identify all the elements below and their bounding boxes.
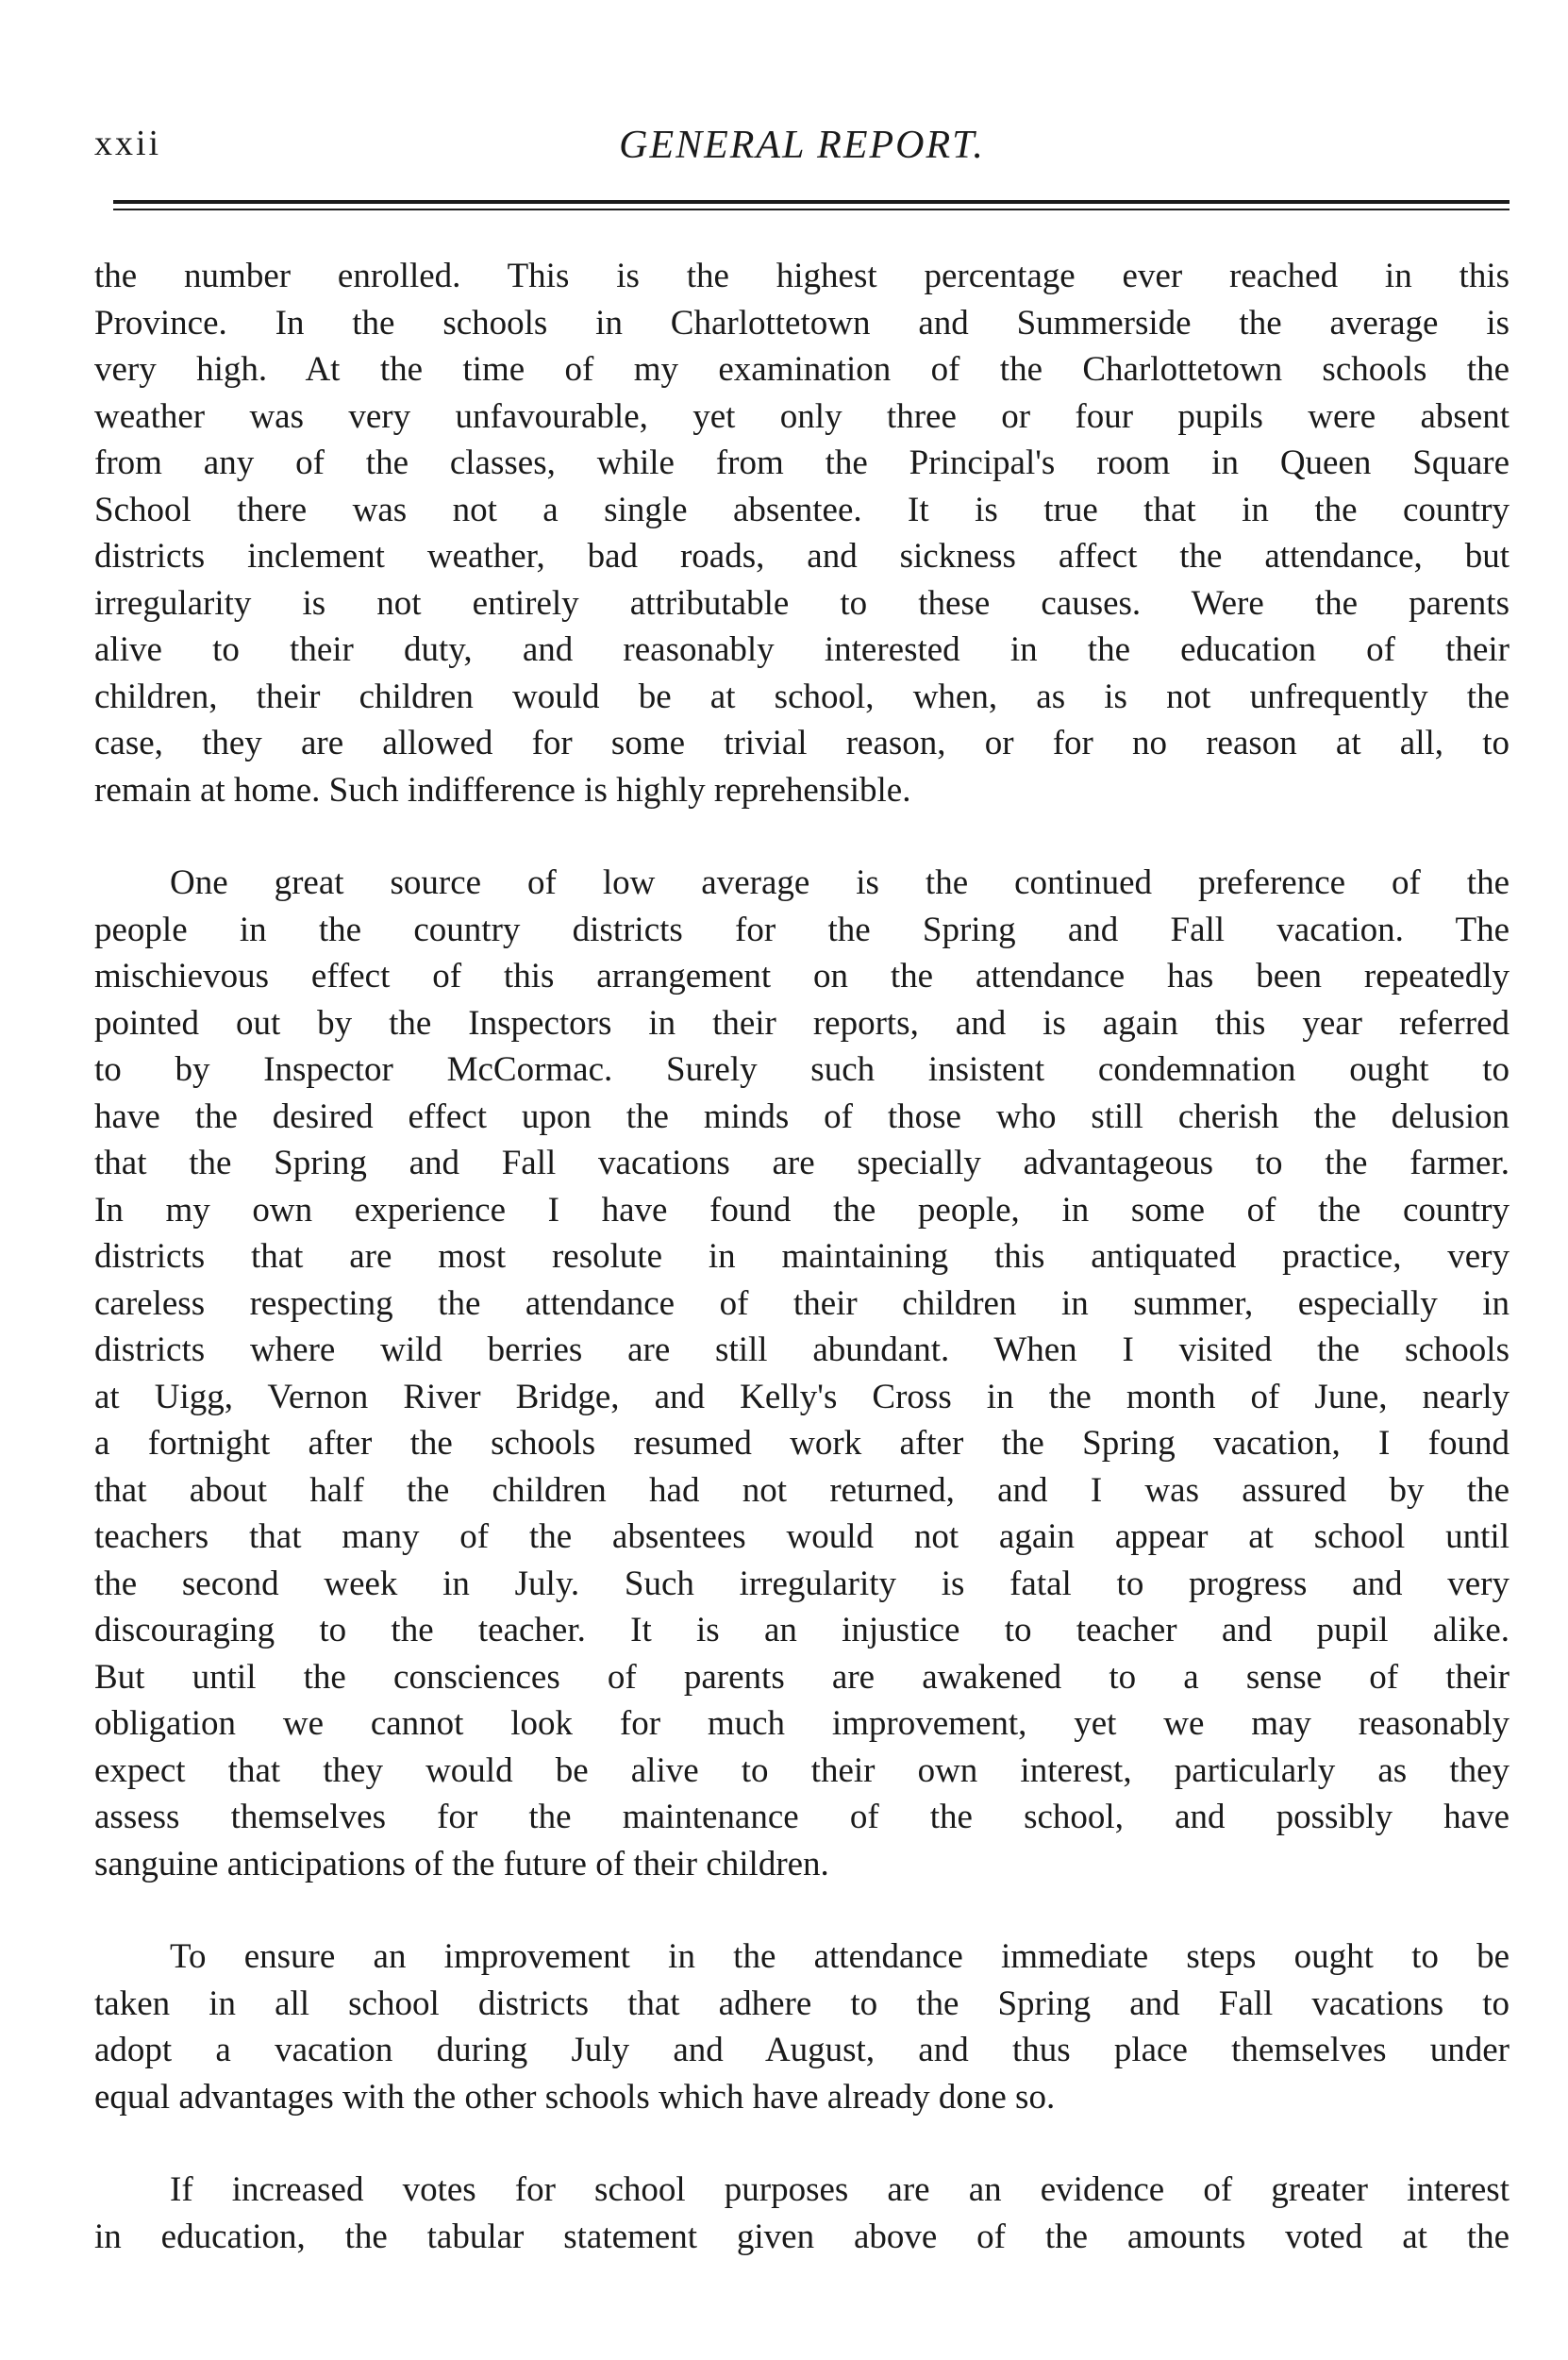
text-line: case, they are allowed for some trivial reason, or for no reason at all, to (94, 724, 1510, 762)
report-page (94, 0, 1510, 2360)
text-line: very high. At the time of my examination of the Charlottetown schools the (94, 350, 1510, 389)
text-line: adopt a vacation during July and August, and thus place themselves under (94, 2031, 1510, 2069)
text-line: children, their children would be at school, when, as is not unfrequently the (94, 677, 1510, 716)
text-line: If increased votes for school purposes are an evidence of greater interest (170, 2170, 1510, 2209)
header-rule-thick (113, 200, 1510, 204)
text-line: to by Inspector McCormac. Surely such insistent condemnation ought to (94, 1050, 1510, 1089)
body-text (94, 253, 1510, 2306)
text-line: equal advantages with the other schools which have already done so. (94, 2077, 1056, 2117)
text-line: Province. In the schools in Charlottetown and Summerside the average is (94, 303, 1510, 343)
text-line: assess themselves for the maintenance of the school, and possibly have (94, 1798, 1510, 1836)
text-line: teachers that many of the absentees would not again appear at school until (94, 1517, 1510, 1556)
text-line: expect that they would be alive to their own interest, particularly as they (94, 1750, 1510, 1790)
paragraph-attendance-percentage (94, 253, 1510, 813)
text-line: remain at home. Such indifference is highly reprehensible. (94, 770, 911, 810)
text-line: at Uigg, Vernon River Bridge, and Kelly's Cross in the month of June, nearly (94, 1377, 1510, 1416)
page-number: xxii (94, 124, 162, 163)
text-line: that the Spring and Fall vacations are specially advantageous to the farmer. (94, 1144, 1510, 1182)
text-line: weather was very unfavourable, yet only three or four pupils were absent (94, 396, 1510, 436)
text-line: But until the consciences of parents are awakened to a sense of their (94, 1657, 1510, 1697)
paragraph-vacation-change (94, 1933, 1510, 2120)
text-line: in education, the tabular statement given above of the amounts voted at the (94, 2217, 1510, 2256)
text-line: districts inclement weather, bad roads, and sickness affect the attendance, but (94, 537, 1510, 576)
text-line: pointed out by the Inspectors in their reports, and is again this year referred (94, 1003, 1510, 1043)
text-line: careless respecting the attendance of their children in summer, especially in (94, 1283, 1510, 1323)
text-line: alive to their duty, and reasonably interested in the education of their (94, 630, 1510, 669)
text-line: the second week in July. Such irregularity is fatal to progress and very (94, 1564, 1510, 1603)
header-rule-thin (113, 209, 1510, 210)
text-line: One great source of low average is the continued preference of the (170, 863, 1510, 902)
text-line: districts that are most resolute in maintaining this antiquated practice, very (94, 1237, 1510, 1276)
text-line: sanguine anticipations of the future of their children. (94, 1844, 829, 1883)
text-line: that about half the children had not returned, and I was assured by the (94, 1470, 1510, 1510)
text-line: taken in all school districts that adhere to the Spring and Fall vacations to (94, 1983, 1510, 2023)
text-line: To ensure an improvement in the attendance immediate steps ought to be (170, 1937, 1510, 1976)
text-line: irregularity is not entirely attributable to these causes. Were the parents (94, 583, 1510, 623)
text-line: a fortnight after the schools resumed work after the Spring vacation, I found (94, 1424, 1510, 1463)
text-line: In my own experience I have found the people, in some of the country (94, 1190, 1510, 1230)
text-line: people in the country districts for the Spring and Fall vacation. The (94, 910, 1510, 949)
page-header (94, 113, 1510, 179)
text-line: obligation we cannot look for much improvement, yet we may reasonably (94, 1704, 1510, 1743)
text-line: the number enrolled. This is the highest percentage ever reached in this (94, 257, 1510, 295)
text-line: from any of the classes, while from the Principal's room in Queen Square (94, 444, 1510, 482)
text-line: have the desired effect upon the minds of those who still cherish the delusion (94, 1096, 1510, 1136)
text-line: districts where wild berries are still abundant. When I visited the schools (94, 1331, 1510, 1369)
paragraph-school-votes (94, 2167, 1510, 2260)
text-line: mischievous effect of this arrangement on the attendance has been repeatedly (94, 957, 1510, 996)
running-title: GENERAL REPORT. (619, 124, 985, 167)
text-line: School there was not a single absentee. It is true that in the country (94, 490, 1510, 529)
text-line: discouraging to the teacher. It is an injustice to teacher and pupil alike. (94, 1611, 1510, 1649)
paragraph-spring-fall-vacation (94, 860, 1510, 1887)
